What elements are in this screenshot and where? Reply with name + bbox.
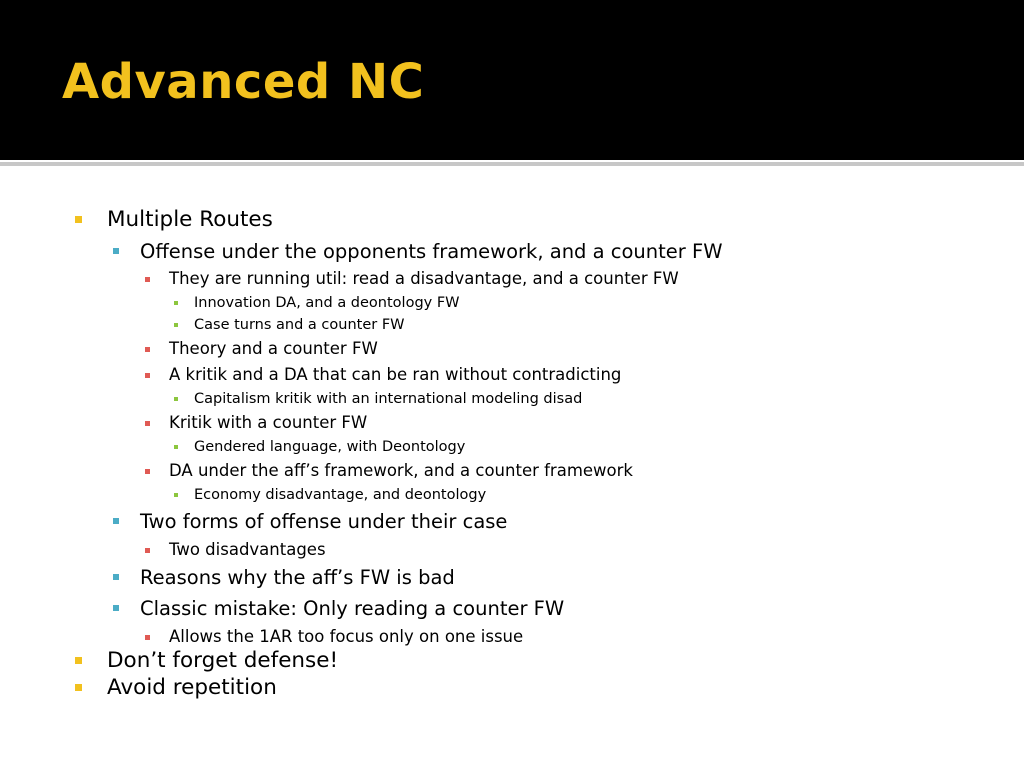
- bullet-text: Capitalism kritik with an international modeling disad: [194, 391, 583, 407]
- bullet-item: [169, 463, 633, 480]
- square-bullet-icon: [174, 397, 178, 401]
- bullet-text: They are running util: read a disadvantage, and a counter FW: [169, 269, 679, 288]
- square-bullet-icon: [174, 445, 178, 449]
- square-bullet-icon: [145, 373, 150, 378]
- square-bullet-icon: [145, 469, 150, 474]
- bullet-text: A kritik and a DA that can be ran without contradicting: [169, 365, 622, 384]
- square-bullet-icon: [145, 548, 150, 553]
- square-bullet-icon: [75, 657, 82, 664]
- bullet-item: [107, 650, 338, 672]
- bullet-item: [194, 440, 465, 455]
- bullet-text: Two forms of offense under their case: [140, 510, 508, 533]
- bullet-item: [140, 512, 507, 532]
- bullet-item: [169, 271, 679, 288]
- bullet-text: Gendered language, with Deontology: [194, 439, 466, 455]
- bullet-text: Two disadvantages: [169, 540, 326, 559]
- square-bullet-icon: [113, 518, 119, 524]
- slide-title: Advanced NC: [62, 54, 425, 110]
- bullet-item: [169, 415, 367, 432]
- square-bullet-icon: [145, 421, 150, 426]
- square-bullet-icon: [145, 635, 150, 640]
- bullet-text: Reasons why the aff’s FW is bad: [140, 566, 455, 589]
- bullet-text: Offense under the opponents framework, and a counter FW: [140, 240, 723, 263]
- square-bullet-icon: [174, 493, 178, 497]
- square-bullet-icon: [75, 684, 82, 691]
- bullet-text: Theory and a counter FW: [169, 339, 378, 358]
- bullet-text: Classic mistake: Only reading a counter FW: [140, 597, 565, 620]
- bullet-item: [107, 677, 277, 699]
- bullet-item: [169, 367, 621, 384]
- bullet-item: [194, 488, 486, 503]
- square-bullet-icon: [145, 347, 150, 352]
- bullet-text: Don’t forget defense!: [107, 648, 339, 673]
- bullet-item: [140, 242, 723, 262]
- bullet-text: Kritik with a counter FW: [169, 413, 368, 432]
- bullet-item: [169, 629, 523, 646]
- bullet-text: Case turns and a counter FW: [194, 317, 405, 333]
- square-bullet-icon: [174, 323, 178, 327]
- bullet-item: [169, 542, 326, 559]
- square-bullet-icon: [75, 216, 82, 223]
- bullet-text: Economy disadvantage, and deontology: [194, 487, 487, 503]
- square-bullet-icon: [113, 605, 119, 611]
- bullet-text: Innovation DA, and a deontology FW: [194, 295, 460, 311]
- bullet-item: [194, 392, 582, 407]
- bullet-item: [194, 318, 405, 333]
- title-bar: [0, 0, 1024, 160]
- bullet-item: [194, 296, 460, 311]
- bullet-text: DA under the aff’s framework, and a counter framework: [169, 461, 633, 480]
- bullet-text: Multiple Routes: [107, 207, 273, 232]
- title-divider: [0, 162, 1024, 166]
- bullet-item: [140, 568, 455, 588]
- bullet-text: Allows the 1AR too focus only on one issue: [169, 627, 524, 646]
- square-bullet-icon: [174, 301, 178, 305]
- bullet-item: [169, 341, 378, 358]
- bullet-text: Avoid repetition: [107, 675, 277, 700]
- bullet-item: [107, 209, 273, 231]
- square-bullet-icon: [113, 248, 119, 254]
- square-bullet-icon: [113, 574, 119, 580]
- square-bullet-icon: [145, 277, 150, 282]
- bullet-item: [140, 599, 564, 619]
